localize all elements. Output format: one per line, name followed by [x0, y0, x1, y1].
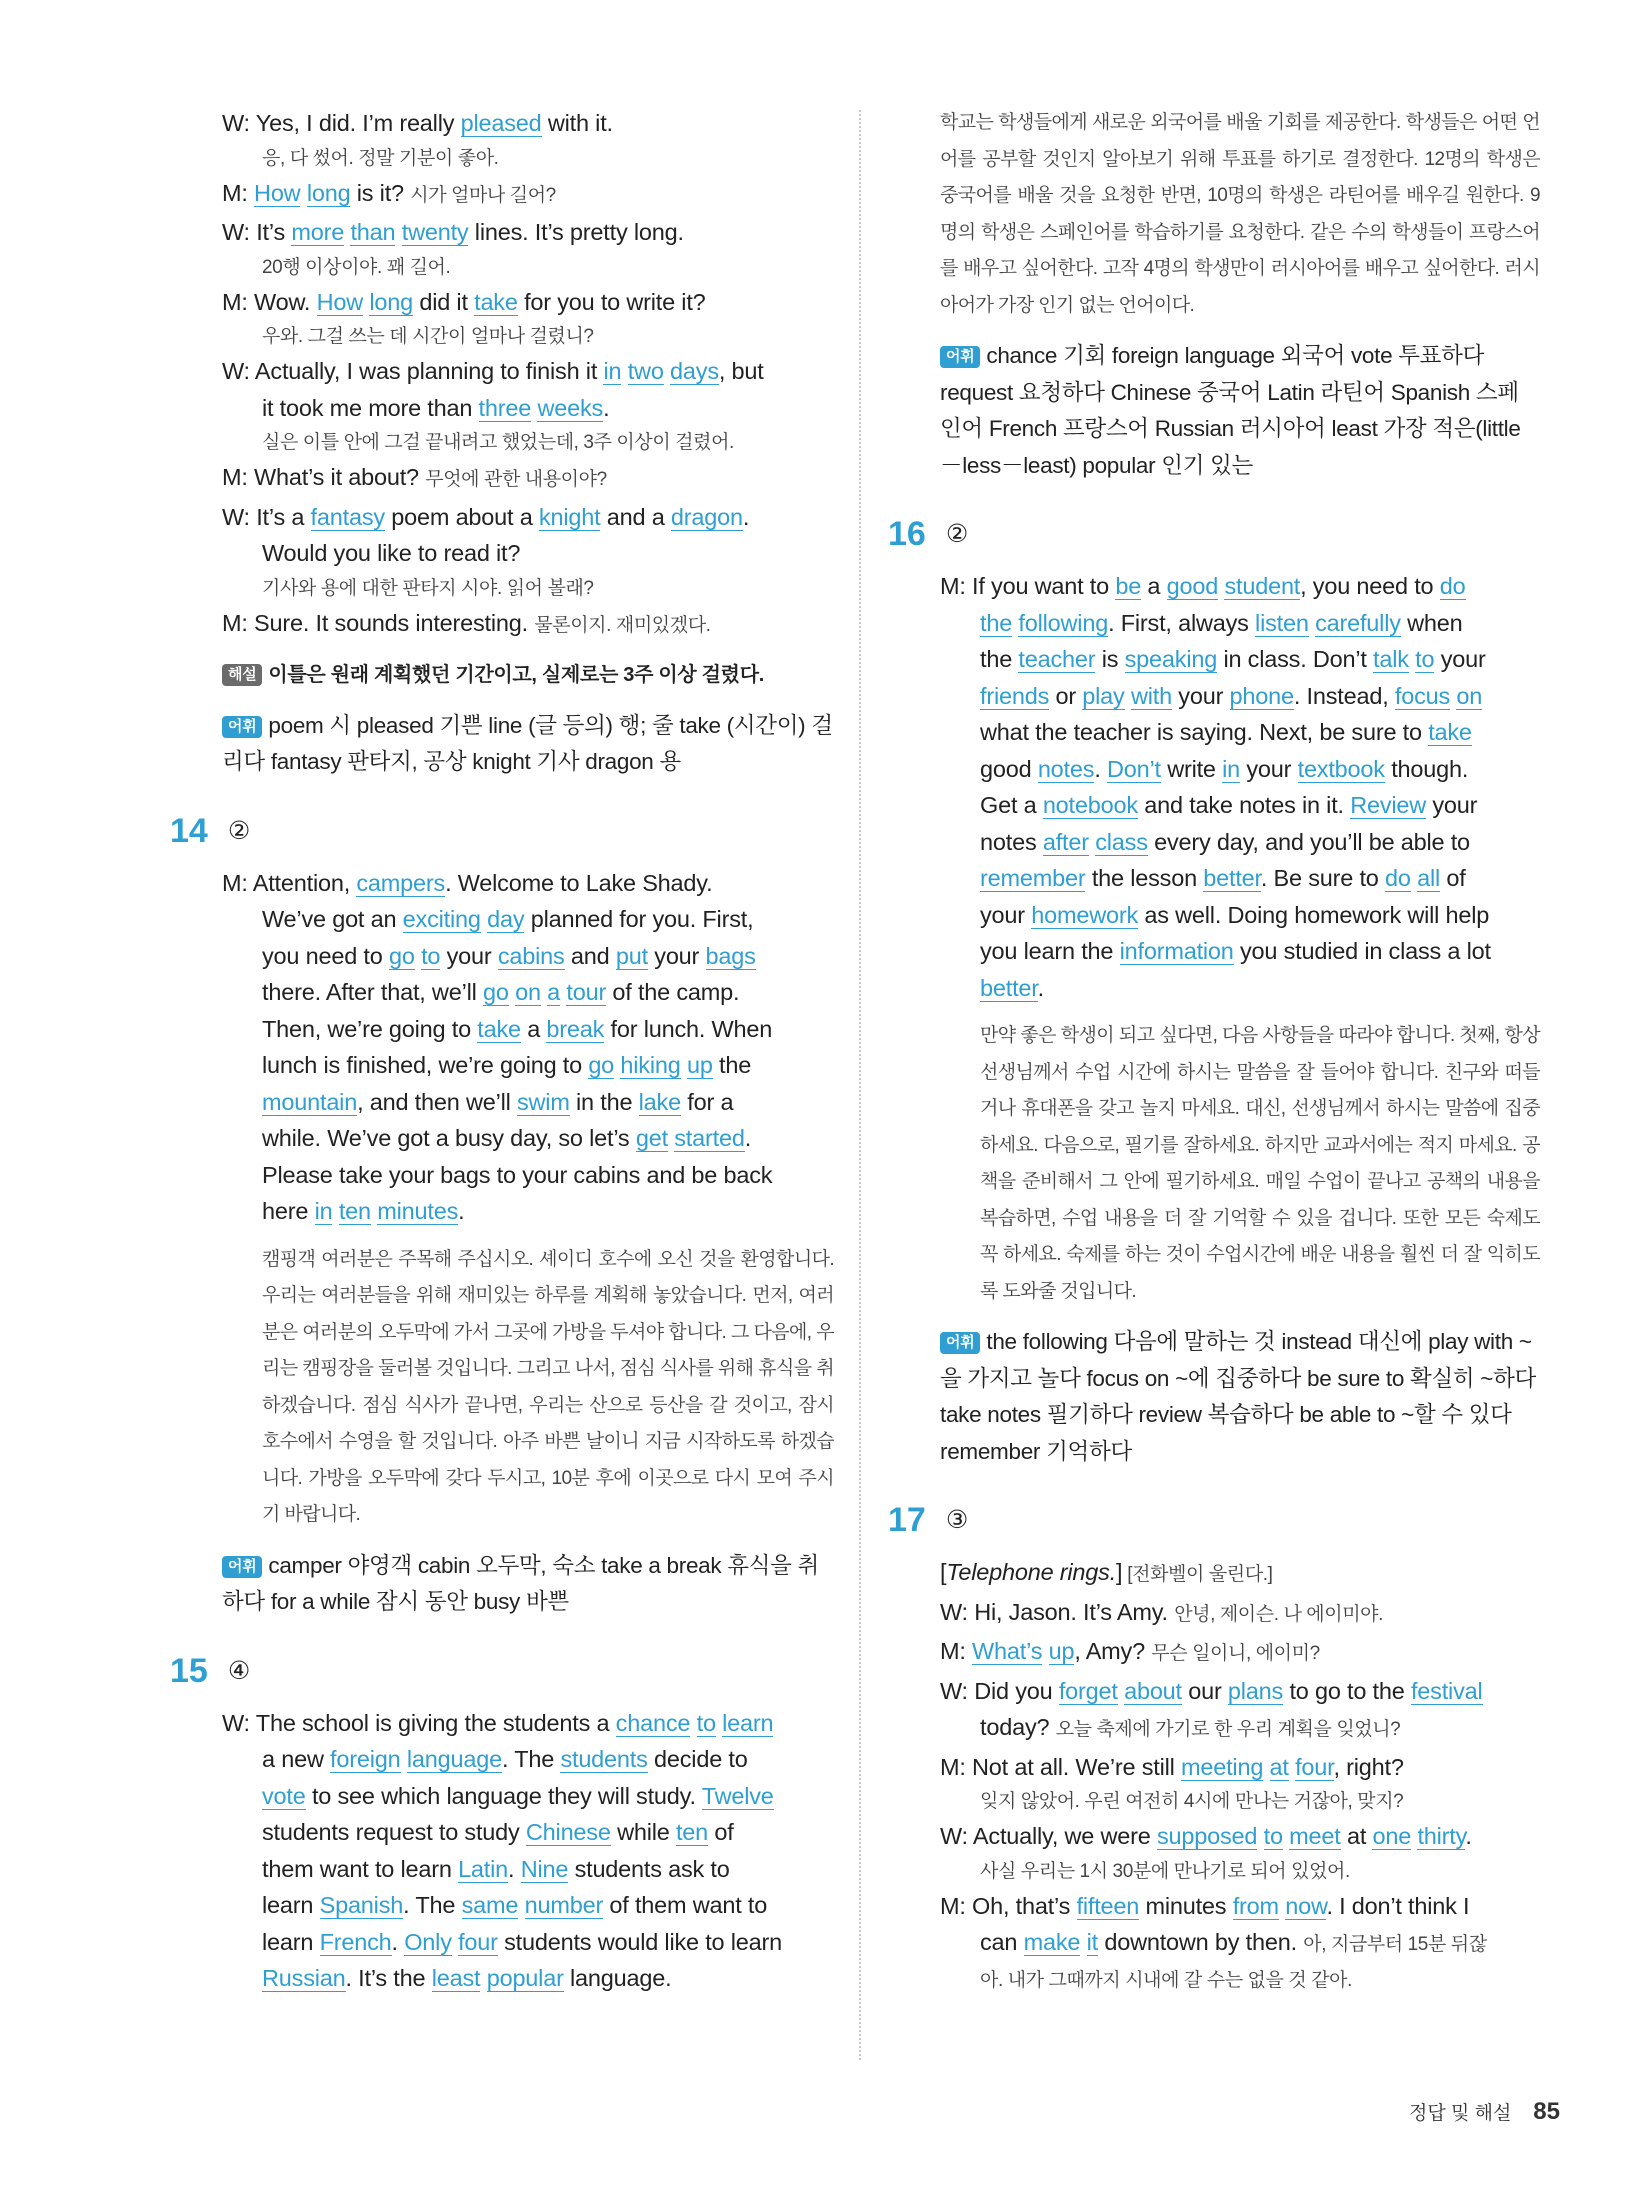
blank-word: go: [482, 979, 509, 1005]
blank-word: in: [603, 358, 622, 384]
blank-word: forget: [1058, 1677, 1118, 1704]
explanation-tag: 해설: [222, 664, 262, 686]
vocabulary-note: 어휘 camper 야영객 cabin 오두막, 숙소 take a break 휴식을 취하다 for a while 잠시 동안 busy 바쁜: [222, 1552, 819, 1614]
dialogue-line: friends or play with your phone. Instead, focus on: [980, 682, 1483, 709]
blank-word: more: [291, 219, 345, 245]
dialogue-line: notes after class every day, and you’ll be able to: [980, 828, 1470, 855]
blank-word: phone: [1229, 682, 1294, 709]
dialogue-line: you need to go to your cabins and put your bags: [262, 942, 756, 969]
blank-word: What’s: [972, 1638, 1043, 1664]
blank-word: four: [1295, 1753, 1334, 1780]
blank-word: from: [1232, 1892, 1279, 1919]
blank-word: play: [1082, 682, 1125, 709]
dialogue-line: M: What’s up, Amy? 무슨 일이니, 에이미?: [940, 1638, 1320, 1664]
blank-word: textbook: [1297, 755, 1385, 782]
korean-translation: 아. 내가 그때까지 시내에 갈 수는 없을 것 같아.: [980, 1969, 1352, 1991]
page-footer: [1360, 2098, 1560, 2126]
dialogue-line: while. We’ve got a busy day, so let’s get started.: [262, 1125, 752, 1151]
dialogue-line: you learn the information you studied in class a lot: [980, 938, 1491, 964]
blank-word: foreign: [330, 1746, 401, 1772]
dialogue-line: W: Actually, I was planning to finish it in two days, but: [222, 358, 764, 384]
question-header: [170, 811, 834, 851]
dialogue-line: learn Spanish. The same number of them want to: [262, 1892, 768, 1918]
dialogue-line: W: Hi, Jason. It’s Amy. 안녕, 제이슨. 나 에이미야.: [940, 1598, 1384, 1625]
blank-word: information: [1119, 938, 1234, 964]
blank-word: festival: [1410, 1677, 1483, 1704]
dialogue-line: your homework as well. Doing homework will help: [980, 901, 1490, 928]
vocabulary-note: 어휘 poem 시 pleased 기쁜 line (글 등의) 행; 줄 take (시간이) 걸리다 fantasy 판타지, 공상 knight 기사 dragon 용: [222, 712, 833, 774]
question-number: 16: [888, 515, 926, 553]
blank-word: on: [515, 979, 541, 1005]
blank-word: about: [1124, 1677, 1182, 1704]
dialogue-line: W: The school is giving the students a chance to learn: [222, 1709, 774, 1736]
dialogue-line: lunch is finished, we’re going to go hiking up the: [262, 1052, 752, 1078]
blank-word: fantasy: [310, 503, 385, 530]
blank-word: do: [1439, 573, 1466, 599]
blank-word: two: [627, 358, 664, 384]
blank-word: put: [615, 942, 648, 969]
blank-word: notebook: [1042, 792, 1138, 818]
dialogue-line: here in ten minutes.: [262, 1198, 465, 1224]
dialogue-line: W: Actually, we were supposed to meet at one thirty.: [940, 1823, 1472, 1849]
korean-translation: 잊지 않았어. 우린 여전히 4시에 만나는 거잖아, 맞지?: [980, 1791, 1404, 1812]
blank-word: Don’t: [1106, 755, 1161, 782]
blank-word: better: [1203, 865, 1261, 891]
blank-word: go: [388, 942, 415, 969]
blank-word: campers: [356, 869, 446, 896]
blank-word: thirty: [1417, 1823, 1466, 1849]
blank-word: least: [431, 1965, 481, 1991]
blank-word: learn: [722, 1709, 774, 1736]
blank-word: teacher: [1018, 646, 1096, 672]
answer-mark: ②: [227, 816, 251, 845]
dialogue-line: Get a notebook and take notes in it. Review your: [980, 792, 1478, 818]
answer-mark: ③: [945, 1506, 969, 1534]
answer-mark: ②: [945, 520, 969, 548]
blank-word: to: [1263, 1823, 1283, 1849]
dialogue-line: students request to study Chinese while ten of: [262, 1819, 734, 1845]
dialogue-line: W: It’s a fantasy poem about a knight and a dragon.: [222, 503, 750, 530]
dialogue-line: it took me more than three weeks.: [262, 394, 610, 421]
script-q16: [940, 568, 1540, 1006]
vocabulary-tag: 어휘: [222, 716, 262, 738]
blank-word: Review: [1350, 792, 1427, 818]
explanation-note: 해설 이틀은 원래 계획했던 기간이고, 실제로는 3주 이상 걸렸다.: [222, 656, 834, 694]
dialogue-line: Russian. It’s the least popular language.: [262, 1965, 672, 1991]
blank-word: supposed: [1156, 1823, 1258, 1849]
vocabulary-note: 어휘 the following 다음에 말하는 것 instead 대신에 play with ~을 가지고 놀다 focus on ~에 집중하다 be sure to 확실히 ~하다 take notes 필기하다 review 복습하다 be able to ~할 수 있다 remember 기억하다: [940, 1329, 1536, 1464]
blank-word: Latin: [458, 1855, 509, 1882]
blank-word: same: [461, 1892, 519, 1918]
blank-word: four: [458, 1928, 498, 1955]
dialogue-line: M: What’s it about? 무엇에 관한 내용이야?: [222, 464, 607, 490]
blank-word: started: [674, 1125, 745, 1151]
blank-word: lake: [638, 1088, 681, 1115]
blank-word: meeting: [1180, 1753, 1264, 1780]
korean-translation: 학교는 학생들에게 새로운 외국어를 배울 기회를 제공한다. 학생들은 어떤 언어를 공부할 것인지 알아보기 위해 투표를 하기로 결정한다. 12명의 학생은 중국어를 배울 것을 요청한 반면, 10명의 학생은 라틴어를 배우길 원한다. 9명의 학생은 스페인어를 학습하기를 요청한다. 같은 수의 학생들이 프랑스어를 배우고 싶어한다. 고작 4명의 학생만이 러시아어를 배우고 싶어한다. 러시아어가 가장 인기 없는 언어이다.: [940, 112, 1540, 316]
blank-word: class: [1095, 828, 1148, 855]
dialogue-line: M: Wow. How long did it take for you to write it?: [222, 288, 706, 315]
blank-word: Only: [404, 1928, 452, 1955]
korean-translation: 20행 이상이야. 꽤 길어.: [262, 256, 451, 278]
dialogue-line: can make it downtown by then. 아, 지금부터 15분 뒤잖: [980, 1929, 1487, 1955]
blank-word: weeks: [537, 394, 604, 421]
question-header: [888, 514, 1540, 554]
blank-word: Russian: [262, 1965, 346, 1991]
dialogue-line: mountain, and then we’ll swim in the lake for a: [262, 1088, 734, 1115]
blank-word: at: [1269, 1753, 1289, 1780]
blank-word: chance: [615, 1709, 691, 1736]
blank-word: talk: [1373, 646, 1409, 672]
blank-word: good: [1166, 573, 1219, 599]
dialogue-line: W: It’s more than twenty lines. It’s pretty long.: [222, 219, 684, 245]
blank-word: French: [319, 1928, 392, 1955]
blank-word: long: [369, 288, 413, 315]
blank-word: dragon: [670, 503, 743, 530]
korean-translation: 만약 좋은 학생이 되고 싶다면, 다음 사항들을 따라야 합니다. 첫째, 항상 선생님께서 수업 시간에 하시는 말씀을 잘 들어야 합니다. 친구와 떠들거나 휴대폰을 갖고 놀지 마세요. 대신, 선생님께서 하시는 말씀에 집중하세요. 다음으로, 필기를 잘하세요. 하지만 교과서에는 적지 마세요. 공책을 준비해서 그 안에 필기하세요. 매일 수업이 끝나고 공책의 내용을 복습하면, 수업 내용을 더 잘 기억할 수 있을 겁니다. 또한 모든 숙제도 꼭 하세요. 숙제를 하는 것이 수업시간에 배운 내용을 훨씬 더 잘 익히도록 도와줄 것입니다.: [980, 1025, 1540, 1302]
stage-direction: [Telephone rings.] [전화벨이 울린다.]: [940, 1559, 1273, 1585]
blank-word: exciting: [402, 906, 481, 932]
blank-word: carefully: [1315, 609, 1401, 636]
blank-word: minutes: [377, 1198, 459, 1224]
dialogue-line: the following. First, always listen carefully when: [980, 609, 1463, 636]
blank-word: in: [1222, 755, 1241, 782]
dialogue-line: W: Did you forget about our plans to go to the festival: [940, 1677, 1483, 1704]
question-number: 14: [170, 811, 208, 850]
blank-word: hiking: [620, 1052, 681, 1078]
dialogue-line: better.: [980, 974, 1044, 1001]
left-column: [170, 105, 834, 1997]
dialogue-line: Please take your bags to your cabins and be back: [262, 1161, 773, 1188]
dialogue-line: Would you like to read it?: [262, 540, 521, 566]
blank-word: swim: [516, 1088, 570, 1115]
blank-word: notes: [1037, 755, 1095, 782]
blank-word: day: [487, 906, 525, 932]
dialogue-line: M: Oh, that’s fifteen minutes from now. I don’t think I: [940, 1892, 1470, 1919]
dialogue-line: M: How long is it? 시가 얼마나 길어?: [222, 179, 556, 206]
question-number: 17: [888, 1501, 926, 1539]
blank-word: now: [1285, 1892, 1327, 1919]
right-column: [888, 105, 1540, 1997]
blank-word: vote: [262, 1782, 306, 1809]
blank-word: on: [1456, 682, 1483, 709]
question-number: 15: [170, 1651, 208, 1690]
blank-word: twenty: [401, 219, 469, 245]
korean-translation: 기사와 용에 대한 판타지 시야. 읽어 볼래?: [262, 577, 594, 599]
blank-word: three: [478, 394, 532, 421]
blank-word: How: [316, 288, 364, 315]
blank-word: Spanish: [319, 1892, 404, 1918]
blank-word: plans: [1227, 1677, 1284, 1704]
blank-word: all: [1417, 865, 1441, 891]
blank-word: it: [1086, 1929, 1098, 1955]
column-divider: [859, 110, 861, 2060]
blank-word: listen: [1255, 609, 1309, 636]
blank-word: after: [1042, 828, 1089, 855]
vocabulary-tag: 어휘: [940, 346, 980, 368]
dialogue-line: today? 오늘 축제에 가기로 한 우리 계획을 잊었니?: [980, 1714, 1401, 1740]
dialogue-line: W: Yes, I did. I’m really pleased with it.: [222, 110, 613, 136]
blank-word: friends: [980, 682, 1050, 709]
blank-word: take: [477, 1015, 521, 1042]
blank-word: in: [314, 1198, 333, 1224]
blank-word: language: [406, 1746, 502, 1772]
blank-word: fifteen: [1076, 1892, 1140, 1919]
dialogue-line: We’ve got an exciting day planned for you. First,: [262, 906, 754, 932]
question-header: [170, 1651, 834, 1691]
footer-label: 정답 및 해설: [1408, 2103, 1512, 2124]
blank-word: up: [1048, 1638, 1075, 1664]
answer-mark: ④: [227, 1656, 251, 1685]
page-number: 85: [1533, 2098, 1560, 2125]
dialogue-line: remember the lesson better. Be sure to do all of: [980, 865, 1466, 891]
vocabulary-note: 어휘 chance 기회 foreign language 외국어 vote 투표하다 request 요청하다 Chinese 중국어 Latin 라틴어 Spanish 스페인어 French 프랑스어 Russian 러시아어 least 가장 적은(little－less－least) popular 인기 있는: [940, 343, 1521, 478]
blank-word: make: [1023, 1929, 1081, 1955]
korean-translation: 사실 우리는 1시 30분에 만나기로 되어 있었어.: [980, 1860, 1350, 1882]
vocabulary-tag: 어휘: [222, 1556, 262, 1578]
blank-word: student: [1224, 573, 1301, 599]
blank-word: ten: [338, 1198, 371, 1224]
korean-translation: 실은 이틀 안에 그걸 끝내려고 했었는데, 3주 이상이 걸렸어.: [262, 432, 734, 453]
blank-word: to: [696, 1709, 716, 1736]
blank-word: long: [306, 179, 351, 206]
dialogue-line: good notes. Don’t write in your textbook though.: [980, 755, 1469, 782]
blank-word: remember: [980, 865, 1086, 891]
blank-word: one: [1372, 1823, 1412, 1849]
blank-word: with: [1130, 682, 1172, 709]
blank-word: do: [1385, 865, 1411, 891]
blank-word: take: [1428, 719, 1472, 745]
blank-word: knight: [538, 503, 601, 530]
dialogue-line: M: Not at all. We’re still meeting at four, right?: [940, 1753, 1404, 1780]
dialogue-line: learn French. Only four students would like to learn: [262, 1928, 782, 1955]
blank-word: days: [670, 358, 719, 384]
dialogue-line: Then, we’re going to take a break for lunch. When: [262, 1015, 773, 1042]
blank-word: meet: [1289, 1823, 1341, 1849]
blank-word: the: [980, 609, 1013, 636]
dialogue-line: what the teacher is saying. Next, be sure to take: [980, 719, 1472, 745]
dialogue-line: M: Attention, campers. Welcome to Lake Shady.: [222, 869, 713, 896]
dialogue-line: them want to learn Latin. Nine students ask to: [262, 1855, 730, 1882]
blank-word: focus: [1394, 682, 1451, 709]
blank-word: cabins: [497, 942, 565, 969]
blank-word: homework: [1031, 901, 1139, 928]
dialogue-line: there. After that, we’ll go on a tour of the camp.: [262, 979, 740, 1005]
blank-word: ten: [675, 1819, 709, 1845]
blank-word: students: [560, 1746, 648, 1772]
blank-word: a: [547, 979, 561, 1005]
blank-word: following: [1018, 609, 1109, 636]
dialogue-line: M: If you want to be a good student, you need to do: [940, 573, 1466, 599]
blank-word: break: [546, 1015, 605, 1042]
blank-word: number: [524, 1892, 604, 1918]
script-q14: [222, 865, 834, 1230]
blank-word: get: [635, 1125, 668, 1151]
dialogue-line: vote to see which language they will study. Twelve: [262, 1782, 774, 1809]
blank-word: Chinese: [525, 1819, 611, 1845]
blank-word: better: [980, 974, 1038, 1001]
blank-word: than: [350, 219, 396, 245]
korean-translation: 캠핑객 여러분은 주목해 주십시오. 셰이디 호수에 오신 것을 환영합니다. 우리는 여러분들을 위해 재미있는 하루를 계획해 놓았습니다. 먼저, 여러분은 여러분의 오두막에 가서 그곳에 가방을 두셔야 합니다. 그 다음에, 우리는 캠핑장을 둘러볼 것입니다. 그리고 나서, 점심 식사를 위해 휴식을 취하겠습니다. 점심 식사가 끝나면, 우리는 산으로 등산을 갈 것이고, 잠시 호수에서 수영을 할 것입니다. 아주 바쁜 날이니 지금 시작하도록 하겠습니다. 가방을 오두막에 갖다 두시고, 10분 후에 이곳으로 다시 모여 주시기 바랍니다.: [262, 1248, 834, 1525]
blank-word: take: [474, 288, 518, 315]
blank-word: to: [421, 942, 441, 969]
korean-translation: 우와. 그걸 쓰는 데 시간이 얼마나 걸렸니?: [262, 326, 594, 347]
script-q15: [222, 1705, 834, 1997]
blank-word: bags: [705, 942, 756, 969]
blank-word: to: [1415, 646, 1435, 672]
blank-word: popular: [486, 1965, 564, 1991]
question-header: [888, 1500, 1540, 1540]
blank-word: be: [1115, 573, 1142, 599]
korean-translation: 응, 다 썼어. 정말 기분이 좋아.: [262, 147, 499, 169]
blank-word: How: [254, 179, 301, 206]
blank-word: mountain: [262, 1088, 358, 1115]
blank-word: up: [686, 1052, 713, 1078]
blank-word: Nine: [520, 1855, 569, 1882]
dialogue-line: a new foreign language. The students decide to: [262, 1746, 748, 1772]
vocabulary-tag: 어휘: [940, 1332, 980, 1354]
blank-word: go: [588, 1052, 615, 1078]
dialogue-line: the teacher is speaking in class. Don’t talk to your: [980, 646, 1486, 672]
blank-word: pleased: [460, 110, 542, 136]
dialogue-line: M: Sure. It sounds interesting. 물론이지. 재미있겠다.: [222, 609, 711, 636]
blank-word: speaking: [1124, 646, 1218, 672]
blank-word: Twelve: [701, 1782, 774, 1809]
blank-word: tour: [566, 979, 607, 1005]
